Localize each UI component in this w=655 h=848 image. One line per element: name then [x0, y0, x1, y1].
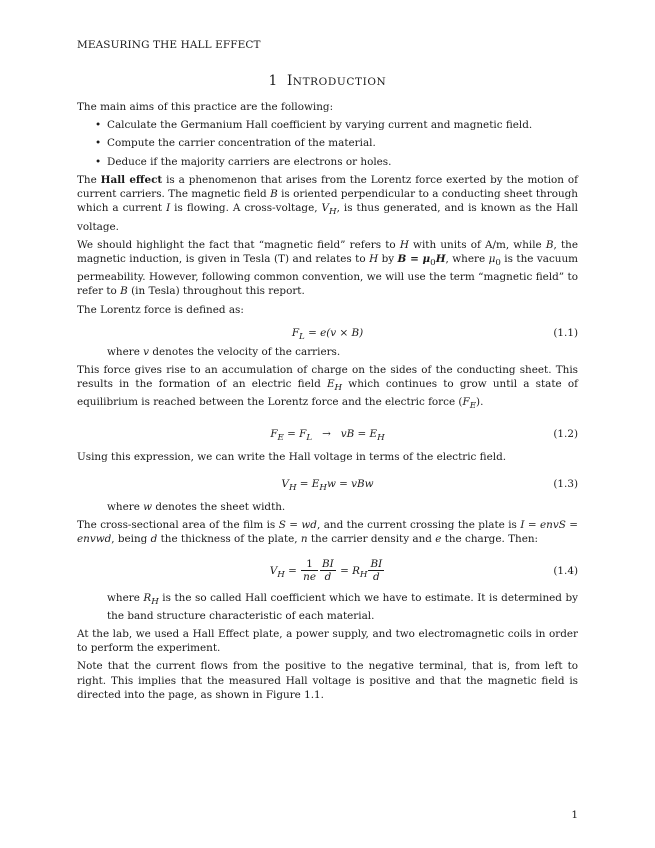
list-item: • Compute the carrier concentration of the material.: [95, 137, 376, 150]
hall-effect-paragraph: The Hall effect is a phenomenon that arises from the Lorentz force exerted by the motion of current carriers. The magnetic field B is oriented perpendicular to a conducting sheet through which a current I is flowing. A cross-voltage, $V_H$, is thus generated, and is known as the Hall voltage.: [77, 173, 578, 233]
page-number: 1: [571, 809, 578, 821]
body-text: [77, 100, 578, 706]
section-title-initial: I: [287, 73, 293, 89]
bullet: •: [95, 155, 102, 168]
running-head: MEASURING THE HALL EFFECT: [77, 39, 261, 51]
equation-number: (1.4): [553, 564, 578, 577]
bullet: •: [95, 137, 102, 150]
equation-number: (1.2): [553, 427, 578, 440]
section-number: 1: [268, 73, 278, 89]
equation-1-4: $V_H$ = $\frac{1}{ne}$ $\frac{BI}{d}$ = $R_H$ $\frac{BI}{d}$ (1.4): [77, 551, 578, 591]
velocity-note: where v denotes the velocity of the carriers.: [107, 345, 341, 358]
equation-1-3: $V_H = E_Hw$ = vBw (1.3): [77, 468, 578, 500]
equation-number: (1.1): [553, 326, 578, 339]
page: [77, 0, 578, 848]
list-item: • Deduce if the majority carriers are electrons or holes.: [95, 155, 392, 168]
hall-voltage-paragraph: Using this expression, we can write the Hall voltage in terms of the electric field.: [77, 450, 507, 463]
charge-accumulation-paragraph: This force gives rise to an accumulation of charge on the sides of the conducting sheet. This results in the formation of an electric field $E_H$ which continues to grow until a state of equilibrium is reached between the Lorentz force and the electric force $(F_E)$.: [77, 364, 578, 412]
section-title: [77, 73, 578, 89]
lab-paragraph: At the lab, we used a Hall Effect plate, a power supply, and two electromagnetic coils in order to perform the experiment.: [77, 628, 578, 655]
lorentz-paragraph: The Lorentz force is defined as:: [77, 303, 244, 316]
list-item: • Calculate the Germanium Hall coefficient by varying current and magnetic field.: [95, 119, 533, 132]
section-title-rest: NTRODUCTION: [292, 76, 387, 88]
intro-paragraph: The main aims of this practice are the following:: [77, 101, 334, 113]
aims-list: [77, 118, 578, 169]
cross-section-paragraph: The cross-sectional area of the film is S = wd, and the current crossing the plate is I = envS = envwd, being d the thickness of the plate, n the carrier density and e the charge. Then:: [77, 519, 578, 546]
magnetic-field-paragraph: We should highlight the fact that “magnetic field” refers to H with units of A/m, while B, the magnetic induction, is given in Tesla (T) and relates to H by $B = \mu_0H$, where $\mu_0$ is the vacuum permeability. However, following common convention, we will use the term “magnetic field” to refer to B (in Tesla) throughout this report.: [77, 238, 578, 298]
current-direction-paragraph: Note that the current flows from the positive to the negative terminal, that is, from left to right. This implies that the measured Hall voltage is positive and that the magnetic field is directed into the page, as shown in Figure 1.1.: [77, 660, 578, 701]
equation-1-1: $F_L = e(v \times B)$ (1.1): [77, 321, 578, 345]
equation-1-2: $F_E = F_L$ → vB = $E_H$ (1.2): [77, 418, 578, 450]
bullet: •: [95, 119, 102, 132]
width-note: where w denotes the sheet width.: [107, 500, 286, 513]
hall-coefficient-note: where $R_H$ is the so called Hall coefficient which we have to estimate. It is determined by the band structure characteristic of each material.: [107, 591, 578, 622]
equation-number: (1.3): [553, 477, 578, 490]
fraction: $\frac{BI}{d}$: [370, 558, 383, 584]
fraction: $\frac{BI}{d}$: [322, 558, 334, 584]
fraction: $\frac{1}{ne}$: [303, 558, 317, 584]
